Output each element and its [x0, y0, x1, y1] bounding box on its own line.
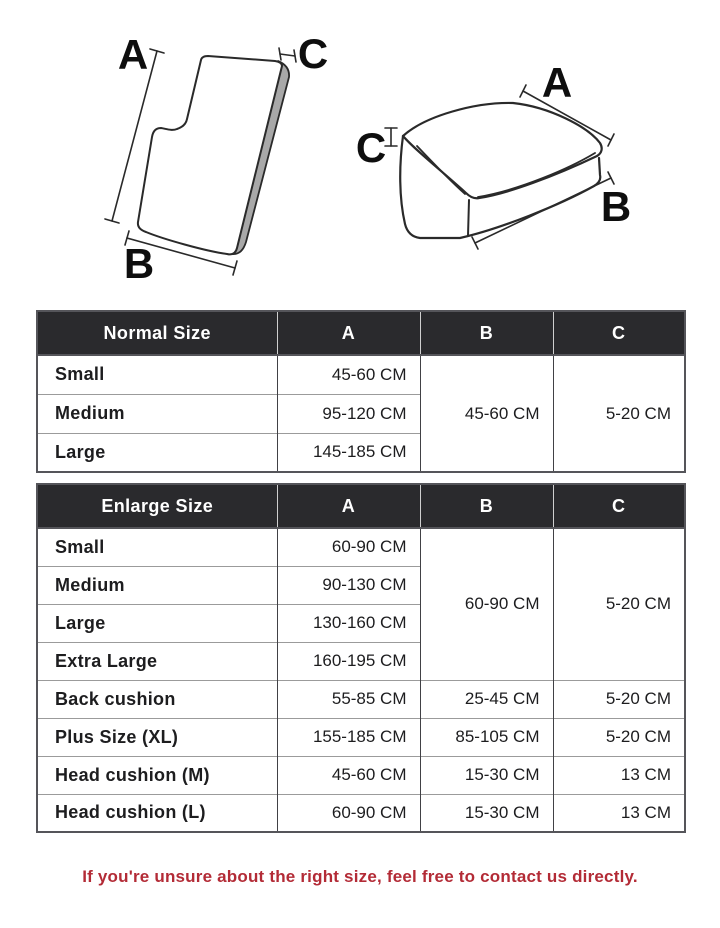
row-label: Medium	[37, 566, 277, 604]
table-row	[37, 794, 685, 832]
table-row	[37, 528, 685, 566]
contact-note: If you're unsure about the right size, feel free to contact us directly.	[82, 867, 638, 886]
cell-a: 95-120 CM	[277, 394, 420, 433]
back-cushion-label-b: B	[123, 240, 155, 287]
cell-a: 160-195 CM	[277, 642, 420, 680]
cell-c: 5-20 CM	[553, 718, 685, 756]
cell-a: 45-60 CM	[277, 355, 420, 394]
enlarge-size-table-wrap	[36, 483, 686, 833]
cell-a: 155-185 CM	[277, 718, 420, 756]
row-label: Back cushion	[37, 680, 277, 718]
back-cushion-front-face	[138, 56, 282, 254]
cell-b: 85-105 CM	[420, 718, 553, 756]
table-row	[37, 718, 685, 756]
seat-cushion-top-face	[403, 103, 602, 198]
row-label: Head cushion (L)	[37, 794, 277, 832]
seat-cushion-label-a: A	[541, 59, 573, 106]
cell-a: 145-185 CM	[277, 433, 420, 472]
seat-cushion-dim-c	[385, 128, 397, 146]
column-header-c: C	[553, 311, 685, 355]
column-header-b: B	[420, 311, 553, 355]
seat-cushion-diagram	[356, 59, 631, 249]
cell-a: 55-85 CM	[277, 680, 420, 718]
cushion-diagrams	[0, 0, 720, 300]
back-cushion-dim-c	[279, 48, 296, 62]
cell-b: 15-30 CM	[420, 794, 553, 832]
column-header-b: B	[420, 484, 553, 528]
cell-c: 5-20 CM	[553, 680, 685, 718]
table-title: Normal Size	[37, 311, 277, 355]
row-label: Extra Large	[37, 642, 277, 680]
row-label: Small	[37, 528, 277, 566]
row-label: Medium	[37, 394, 277, 433]
row-label: Large	[37, 604, 277, 642]
cell-a: 60-90 CM	[277, 528, 420, 566]
enlarge-size-table	[36, 483, 686, 833]
cell-a: 90-130 CM	[277, 566, 420, 604]
seat-cushion-label-c: C	[355, 124, 387, 171]
column-header-c: C	[553, 484, 685, 528]
cell-c: 13 CM	[553, 794, 685, 832]
cell-a: 130-160 CM	[277, 604, 420, 642]
normal-size-table-wrap	[36, 310, 686, 473]
back-cushion-label-a: A	[117, 31, 149, 78]
seat-cushion-front-seam	[468, 200, 469, 236]
seat-cushion-label-b: B	[600, 183, 632, 230]
merged-cell-c: 5-20 CM	[553, 528, 685, 680]
cell-a: 60-90 CM	[277, 794, 420, 832]
row-label: Plus Size (XL)	[37, 718, 277, 756]
row-label: Large	[37, 433, 277, 472]
row-label: Small	[37, 355, 277, 394]
table-row	[37, 680, 685, 718]
row-label: Head cushion (M)	[37, 756, 277, 794]
back-cushion-diagram	[105, 30, 328, 287]
cell-c: 13 CM	[553, 756, 685, 794]
column-header-a: A	[277, 311, 420, 355]
cell-b: 15-30 CM	[420, 756, 553, 794]
column-header-a: A	[277, 484, 420, 528]
normal-size-table	[36, 310, 686, 473]
merged-cell-b: 60-90 CM	[420, 528, 553, 680]
merged-cell-b: 45-60 CM	[420, 355, 553, 472]
cell-b: 25-45 CM	[420, 680, 553, 718]
table-title: Enlarge Size	[37, 484, 277, 528]
table-header-row	[37, 484, 685, 528]
table-row	[37, 756, 685, 794]
table-row	[37, 355, 685, 394]
back-cushion-label-c: C	[297, 30, 329, 77]
table-header-row	[37, 311, 685, 355]
cell-a: 45-60 CM	[277, 756, 420, 794]
merged-cell-c: 5-20 CM	[553, 355, 685, 472]
